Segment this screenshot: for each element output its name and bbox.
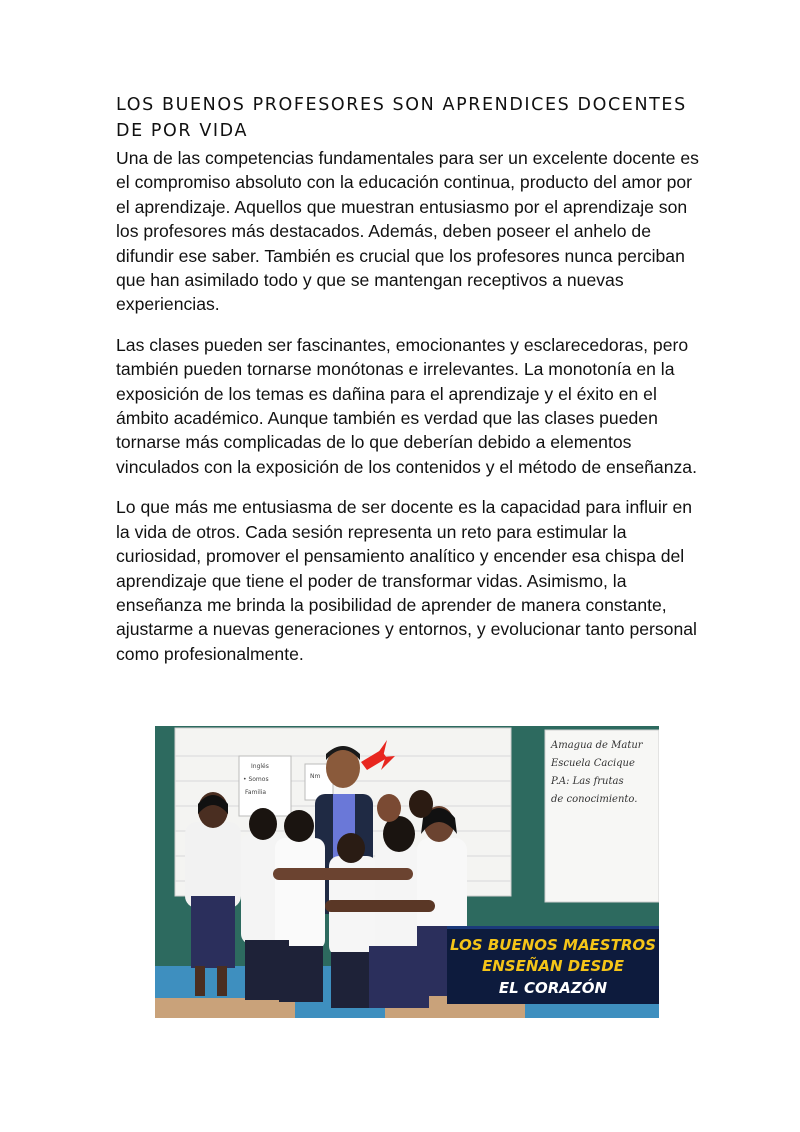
banner-line-1: LOS BUENOS MAESTROS (450, 936, 656, 954)
banner-line-2: ENSEÑAN DESDE (482, 957, 624, 975)
classroom-photo (155, 726, 659, 1018)
paragraph-1: Una de las competencias fundamentales para ser un excelente docente es el compromiso absoluto con la educación continua, producto del amor por el aprendizaje. Aquellos que muestran entusiasmo por el aprendizaje son los profesores más destacados. Además, deben poseer el anhelo de difundir ese saber. También es crucial que los profesores nunca perciban que han asimilado todo y que se mantengan receptivos a nuevas experiencias. (116, 148, 699, 315)
board-right-line-4: de conocimiento. (551, 794, 638, 805)
paragraph-2: Las clases pueden ser fascinantes, emocionantes y esclarecedoras, pero también pueden tornarse monótonas e irrelevantes. La monotonía en la exposición de los temas es dañina para el aprendizaje y el éxito en el ámbito académico. Aunque también es verdad que las clases pueden tornarse más complicadas de lo que deberían debido a elementos vinculados con la exposición de los contenidos y el método de enseñanza. (116, 334, 697, 477)
board-note-line-1: Inglés (251, 763, 269, 770)
article-title: LOS BUENOS PROFESORES SON APRENDICES DOCENTES DE POR VIDA (116, 95, 687, 141)
article (116, 92, 706, 682)
headline-banner (447, 926, 659, 1004)
board-right-line-1: Amagua de Matur (551, 740, 643, 751)
banner-line-3: EL CORAZÓN (498, 979, 608, 997)
board-note-line-3: Familia (245, 789, 267, 796)
board-right-line-2: Escuela Cacique (551, 758, 635, 769)
paragraph-3: Lo que más me entusiasma de ser docente es la capacidad para influir en la vida de otros. Cada sesión representa un reto para estimular la curiosidad, promover el pensamiento analítico y encender esa chispa del aprendizaje que tiene el poder de transformar vidas. Asimismo, la enseñanza me brinda la posibilidad de aprender de manera constante, ajustarme a nuevas generaciones y entornos, y evolucionar tanto personal como profesionalmente. (116, 497, 697, 664)
board-right-line-3: P.A: Las frutas (551, 776, 624, 787)
board-note-small: Nm (310, 773, 321, 780)
whiteboard-right (545, 730, 659, 902)
board-note-line-2: • Somos (243, 776, 269, 783)
